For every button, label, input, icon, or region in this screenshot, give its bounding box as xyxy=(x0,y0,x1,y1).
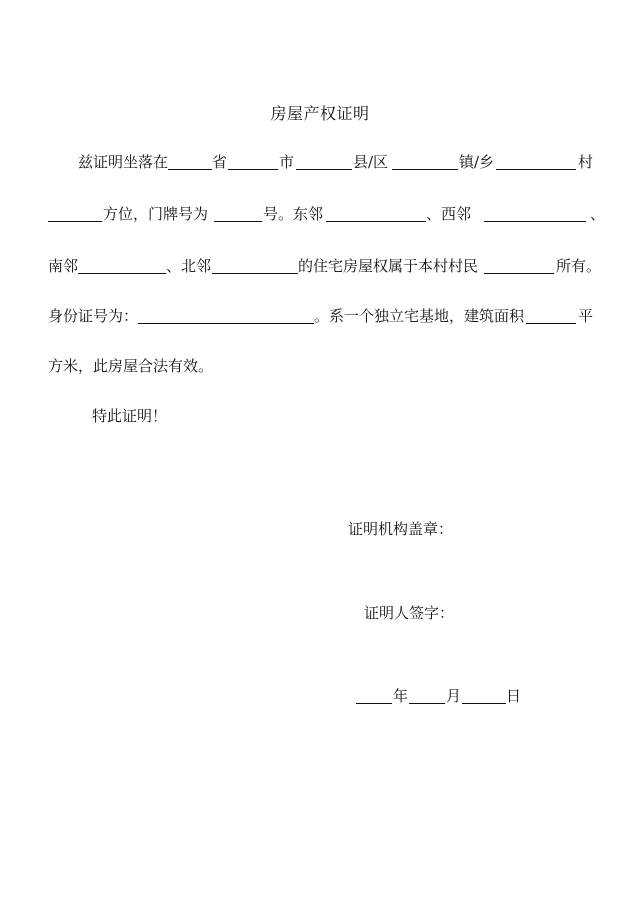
id-label: 身份证号为： xyxy=(48,307,139,325)
line2-comma: 、 xyxy=(590,205,606,223)
village-blank xyxy=(496,169,576,170)
seal-label: 证明机构盖章： xyxy=(348,520,454,538)
direction-blank xyxy=(48,221,102,222)
year-blank xyxy=(356,703,392,704)
closing-text: 特此证明！ xyxy=(92,407,168,425)
east-neighbor-blank xyxy=(326,221,426,222)
direction-text: 方位，门牌号为 xyxy=(103,205,209,223)
town-blank xyxy=(392,169,458,170)
county-label: 县/区 xyxy=(353,153,389,171)
document-title: 房屋产权证明 xyxy=(270,104,370,123)
county-blank xyxy=(296,169,352,170)
south-label: 南邻 xyxy=(48,257,79,275)
north-neighbor-blank xyxy=(212,273,298,274)
intro-text: 兹证明坐落在 xyxy=(78,153,169,171)
day-blank xyxy=(462,703,506,704)
owner-name-blank xyxy=(484,273,554,274)
year-label: 年 xyxy=(393,687,409,705)
signer-label: 证明人签字： xyxy=(364,604,455,622)
owner-text: 的住宅房屋权属于本村村民 xyxy=(298,257,479,275)
owned-text: 所有。 xyxy=(556,257,602,275)
number-east-text: 号。东邻 xyxy=(263,205,324,223)
west-label: 、西邻 xyxy=(426,205,472,223)
province-blank xyxy=(168,169,212,170)
ping-text: 平 xyxy=(578,307,594,325)
house-number-blank xyxy=(214,221,262,222)
id-number-blank xyxy=(138,323,314,324)
west-neighbor-blank xyxy=(484,221,586,222)
area-blank xyxy=(526,323,576,324)
north-label: 、北邻 xyxy=(166,257,212,275)
province-label: 省 xyxy=(212,153,228,171)
town-label: 镇/乡 xyxy=(459,153,495,171)
south-neighbor-blank xyxy=(78,273,166,274)
village-label: 村 xyxy=(578,153,594,171)
day-label: 日 xyxy=(506,687,522,705)
homestead-text: 。系一个独立宅基地，建筑面积 xyxy=(314,307,525,325)
city-label: 市 xyxy=(279,153,295,171)
month-label: 月 xyxy=(446,687,462,705)
city-blank xyxy=(228,169,278,170)
validity-text: 方米，此房屋合法有效。 xyxy=(48,357,214,375)
month-blank xyxy=(409,703,445,704)
